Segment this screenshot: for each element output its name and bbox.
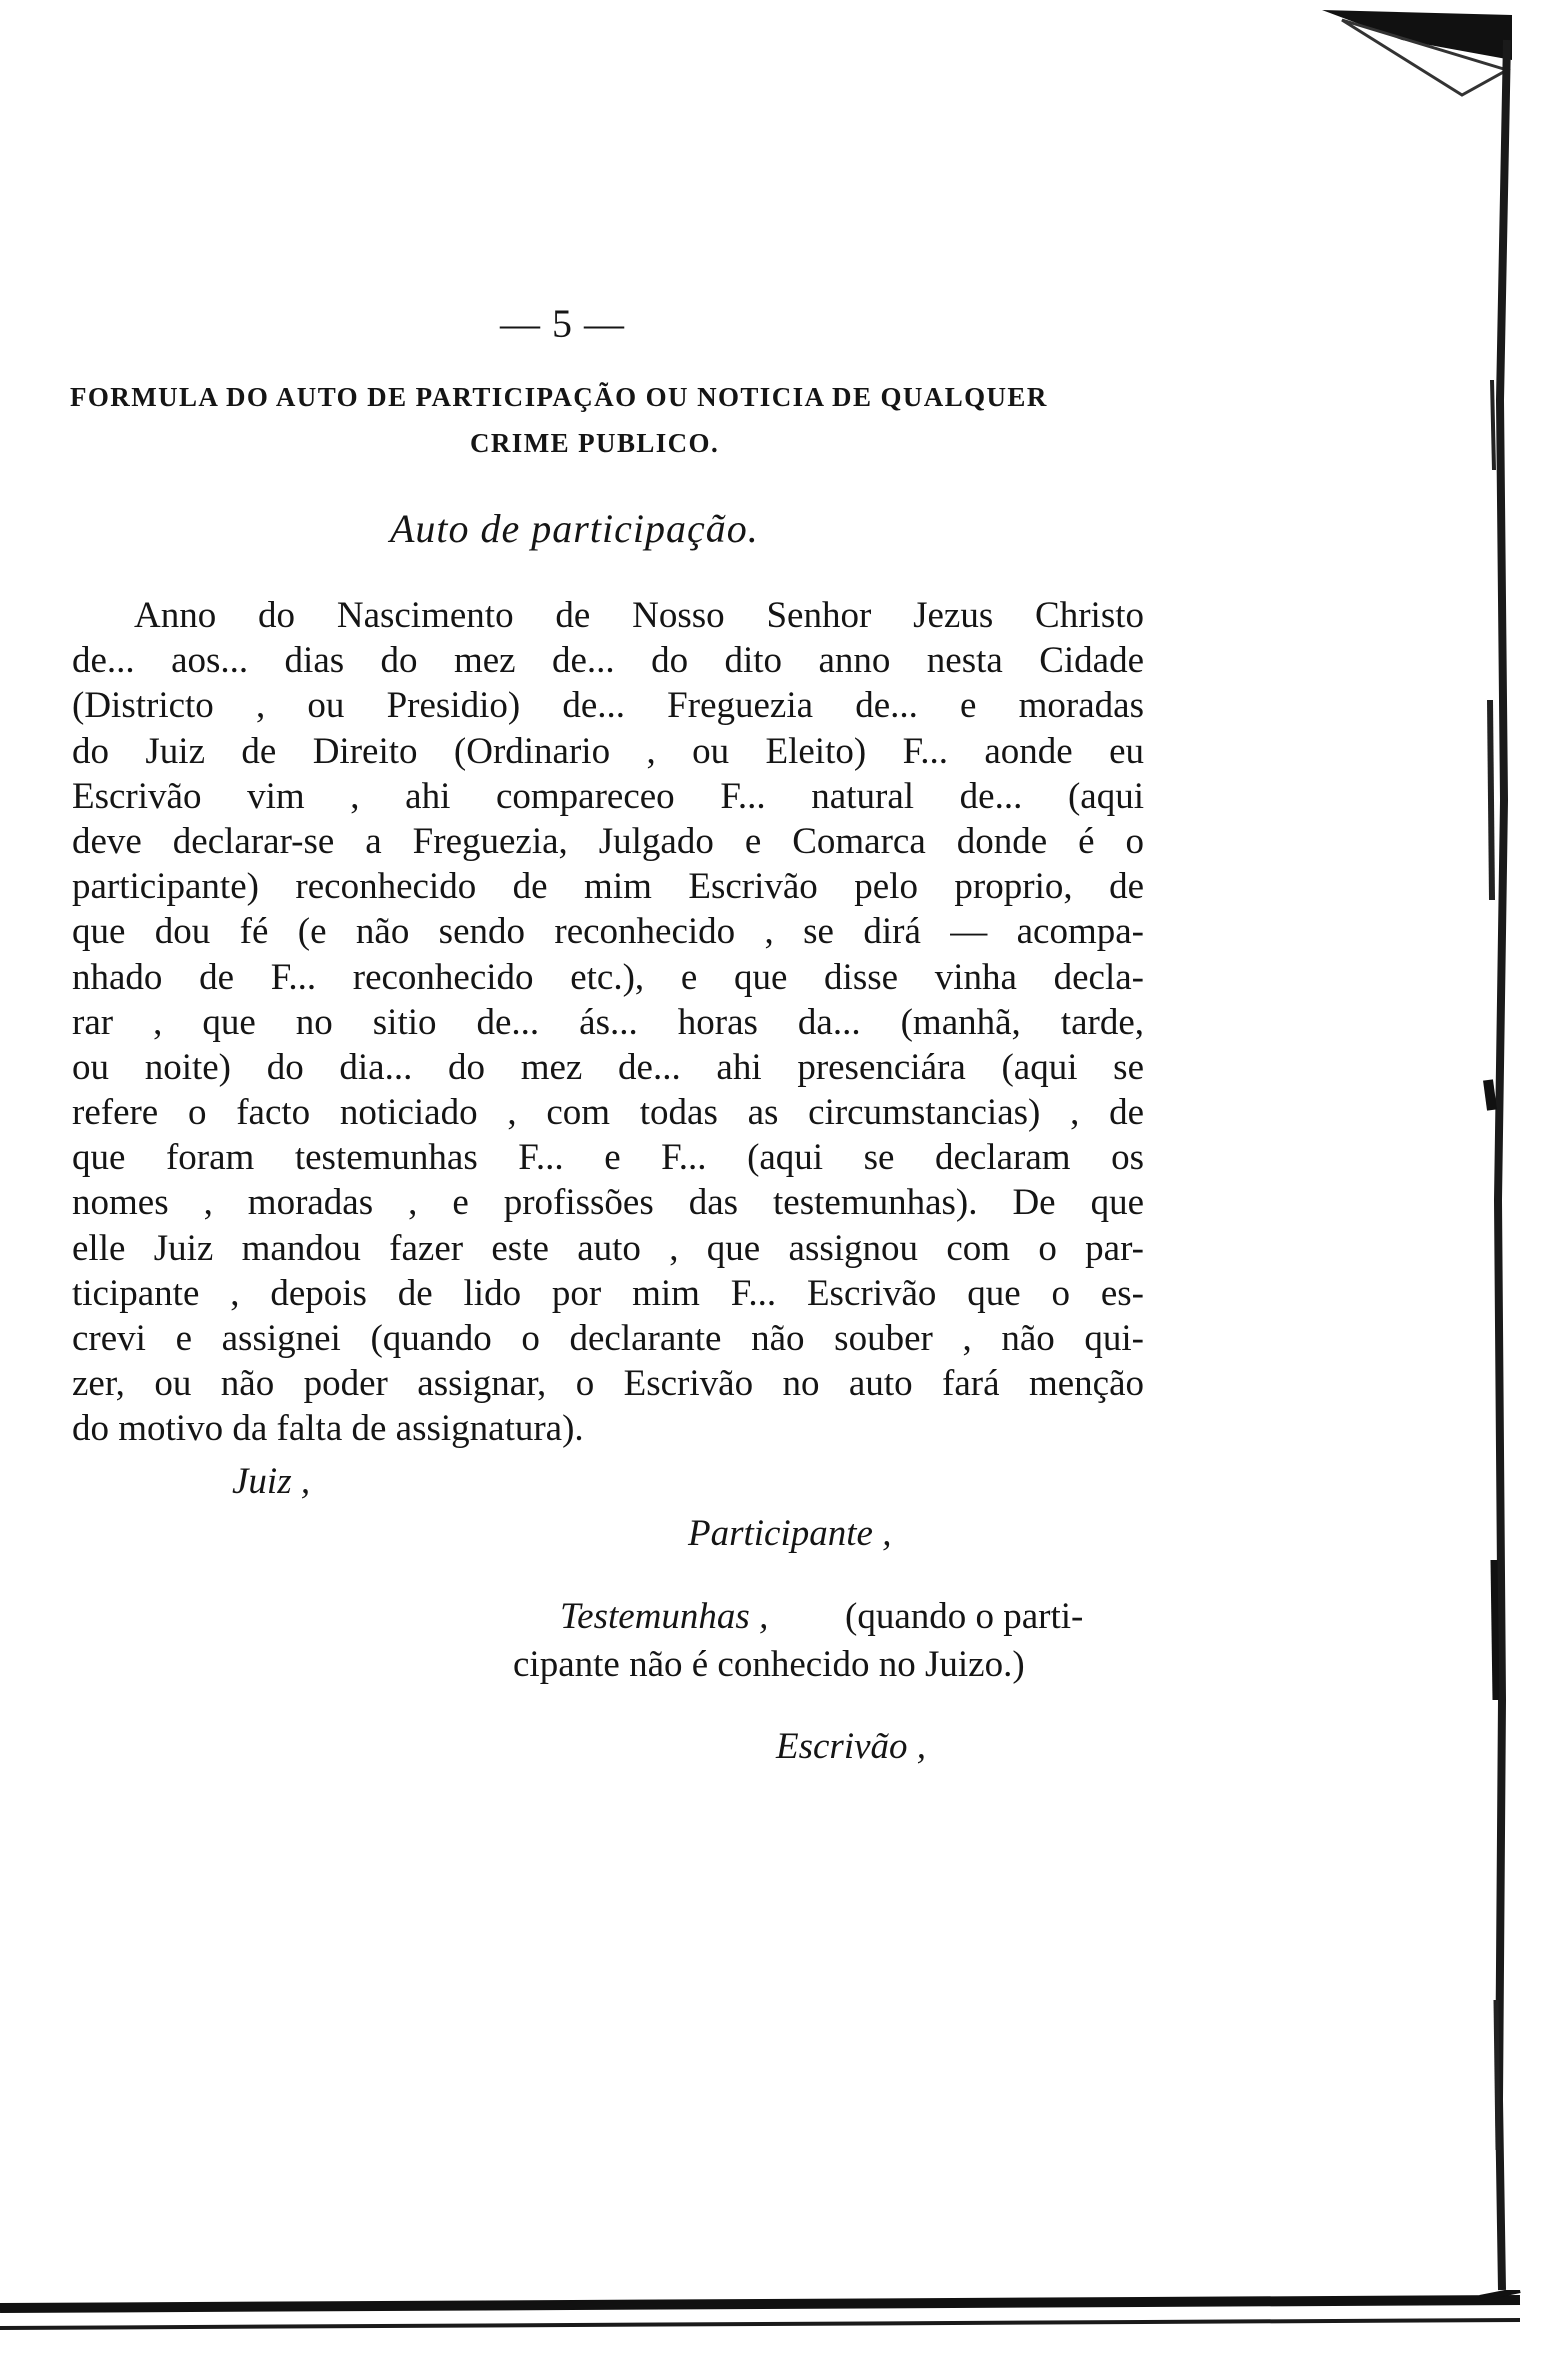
section-heading-line-2: CRIME PUBLICO. — [470, 428, 720, 458]
signature-testemunhas: Testemunhas , — [560, 1596, 769, 1637]
body-line: de... aos... dias do mez de... do dito anno nesta Cidade — [72, 640, 1144, 682]
body-line: zer, ou não poder assignar, o Escrivão no auto fará menção — [72, 1363, 1144, 1405]
body-line: que dou fé (e não sendo reconhecido , se dirá — acompa- — [72, 911, 1144, 953]
body-line: Escrivão vim , ahi compareceo F... natural de... (aqui — [72, 775, 1144, 817]
signature-participante: Participante , — [688, 1513, 892, 1554]
body-line: (Districto , ou Presidio) de... Freguezia de... e moradas — [72, 685, 1144, 727]
document-subtitle: Auto de participação. — [390, 506, 759, 551]
section-heading-line-1: FORMULA DO AUTO DE PARTICIPAÇÃO OU NOTICIA DE QUALQUER — [70, 382, 1048, 412]
page-number: — 5 — — [500, 301, 625, 346]
page-edge-decoration — [1262, 0, 1522, 2356]
body-line: nhado de F... reconhecido etc.), e que disse vinha decla- — [72, 956, 1144, 998]
body-line: do Juiz de Direito (Ordinario , ou Eleito) F... aonde eu — [72, 730, 1144, 772]
body-line: crevi e assignei (quando o declarante não souber , não qui- — [72, 1318, 1144, 1359]
body-line: participante) reconhecido de mim Escrivão pelo proprio, de — [72, 866, 1144, 908]
body-line: que foram testemunhas F... e F... (aqui se declaram os — [72, 1137, 1144, 1179]
body-line: deve declarar-se a Freguezia, Julgado e Comarca donde é o — [72, 820, 1144, 862]
body-line: rar , que no sitio de... ás... horas da... (manhã, tarde, — [72, 1001, 1144, 1043]
body-line: do motivo da falta de assignatura). — [72, 1408, 584, 1450]
body-paragraph — [72, 593, 1144, 1452]
testemunhas-note-line-1: (quando o parti- — [845, 1596, 1084, 1637]
signature-escrivao: Escrivão , — [776, 1726, 927, 1767]
body-line: nomes , moradas , e profissões das testemunhas). De que — [72, 1182, 1144, 1224]
body-line: ou noite) do dia... do mez de... ahi presenciára (aqui se — [72, 1046, 1144, 1088]
bottom-rule — [0, 2290, 1567, 2356]
body-line: Anno do Nascimento de Nosso Senhor Jezus Christo — [134, 595, 1144, 636]
body-line: elle Juiz mandou fazer este auto , que assignou com o par- — [72, 1227, 1144, 1269]
testemunhas-note-line-2: cipante não é conhecido no Juizo.) — [513, 1644, 1025, 1685]
body-line: refere o facto noticiado , com todas as circumstancias) , de — [72, 1092, 1144, 1134]
body-line: ticipante , depois de lido por mim F... Escrivão que o es- — [72, 1272, 1144, 1314]
signature-juiz: Juiz , — [232, 1461, 311, 1502]
